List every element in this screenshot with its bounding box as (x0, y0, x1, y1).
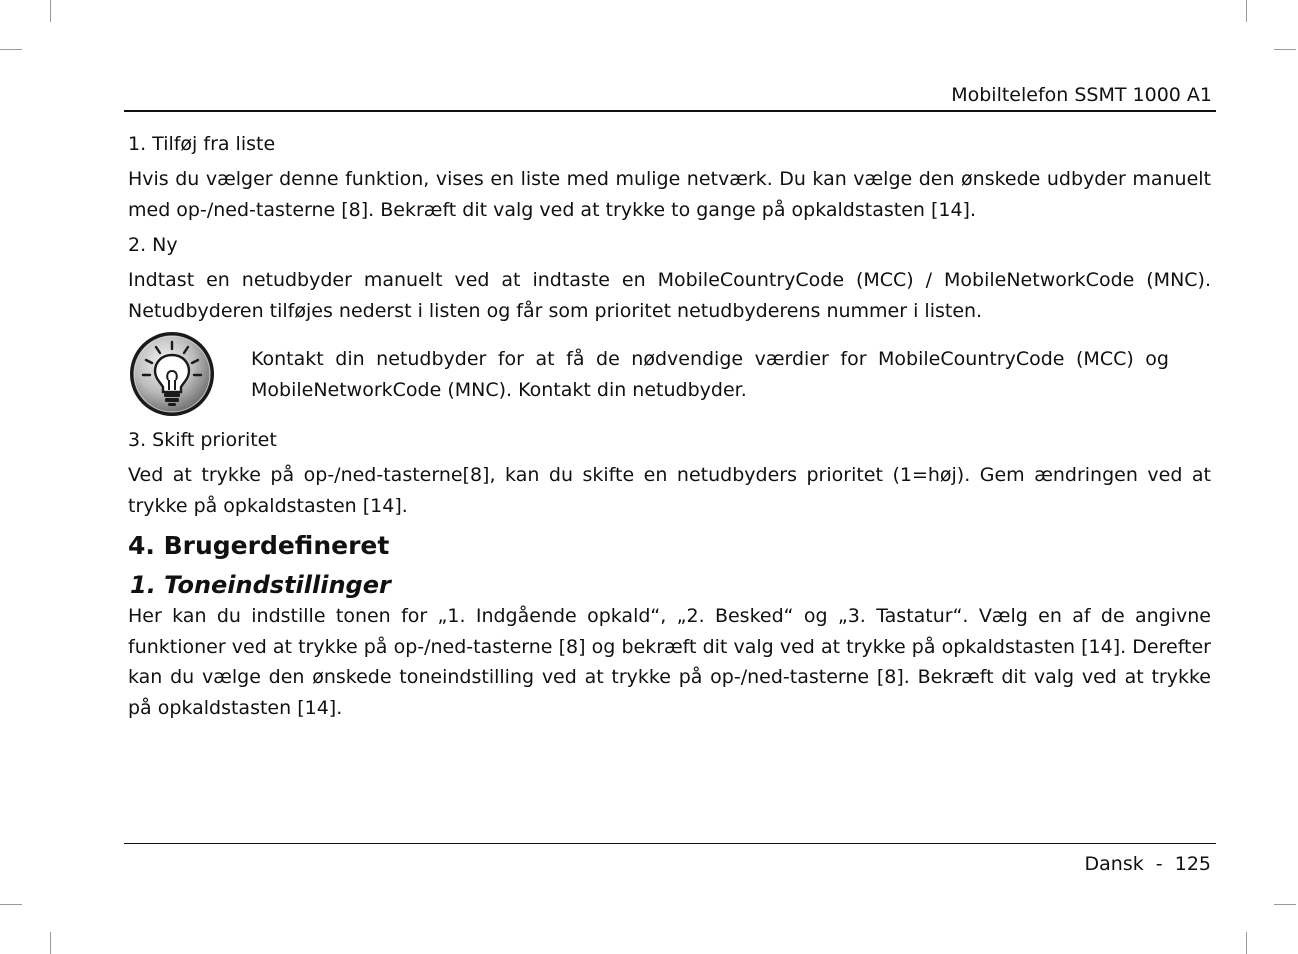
crop-mark (1274, 904, 1296, 905)
item-1-text: Hvis du vælger denne funktion, vises en liste med mulige netværk. Du kan vælge den ønskede udbyder manuelt med op-/ned-tasterne [8]. Bekræft dit valg ved at trykke to gange på opkaldstasten [14]. (128, 168, 1211, 221)
crop-mark (1246, 932, 1247, 954)
footer-rule (124, 843, 1216, 844)
crop-mark (50, 932, 51, 954)
page-content (128, 130, 1211, 723)
item-3-text: Ved at trykke på op-/ned-tasterne[8], kan du skifte en netudbyders prioritet (1=høj). Gem ændringen ved at trykke på opkaldstasten [14]. (128, 464, 1211, 517)
item-2-text: Indtast en netudbyder manuelt ved at indtaste en MobileCountryCode (MCC) / MobileNetworkCode (MNC). Netudbyderen tilføjes nederst i listen og får som prioritet netudbyderens nummer i listen. (128, 269, 1211, 322)
item-2-label: 2. Ny (128, 234, 178, 256)
footer-page-number: Dansk - 125 (1084, 853, 1211, 875)
crop-mark (0, 49, 22, 50)
header-title: Mobiltelefon SSMT 1000 A1 (951, 84, 1212, 106)
section-heading: 4. Brugerdefineret (128, 531, 390, 560)
tip-text: Kontakt din netudbyder for at få de nødvendige værdier for MobileCountryCode (MCC) og MobileNetworkCode (MNC). Kontakt din netudbyder. (251, 348, 1169, 401)
crop-mark (50, 0, 51, 22)
item-1-label: 1. Tilføj fra liste (128, 133, 276, 155)
crop-mark (0, 904, 22, 905)
lightbulb-icon (128, 330, 216, 418)
header-rule (124, 110, 1216, 112)
crop-mark (1274, 49, 1296, 50)
tip-box (128, 330, 1211, 426)
crop-mark (1246, 0, 1247, 22)
subsection-heading: 1. Toneindstillinger (130, 571, 391, 599)
item-3-label: 3. Skift prioritet (128, 429, 277, 451)
subsection-text: Her kan du indstille tonen for „1. Indgående opkald“, „2. Besked“ og „3. Tastatur“. Vælg en af de angivne funktioner ved at trykke på op-/ned-tasterne [8] og bekræft dit valg ved at trykke på opkaldstasten [14]. Derefter kan du vælge den ønskede toneindstilling ved at trykke på op-/ned-tasterne [8]. Bekræft dit valg ved at trykke på opkaldstasten [14]. (128, 605, 1211, 719)
